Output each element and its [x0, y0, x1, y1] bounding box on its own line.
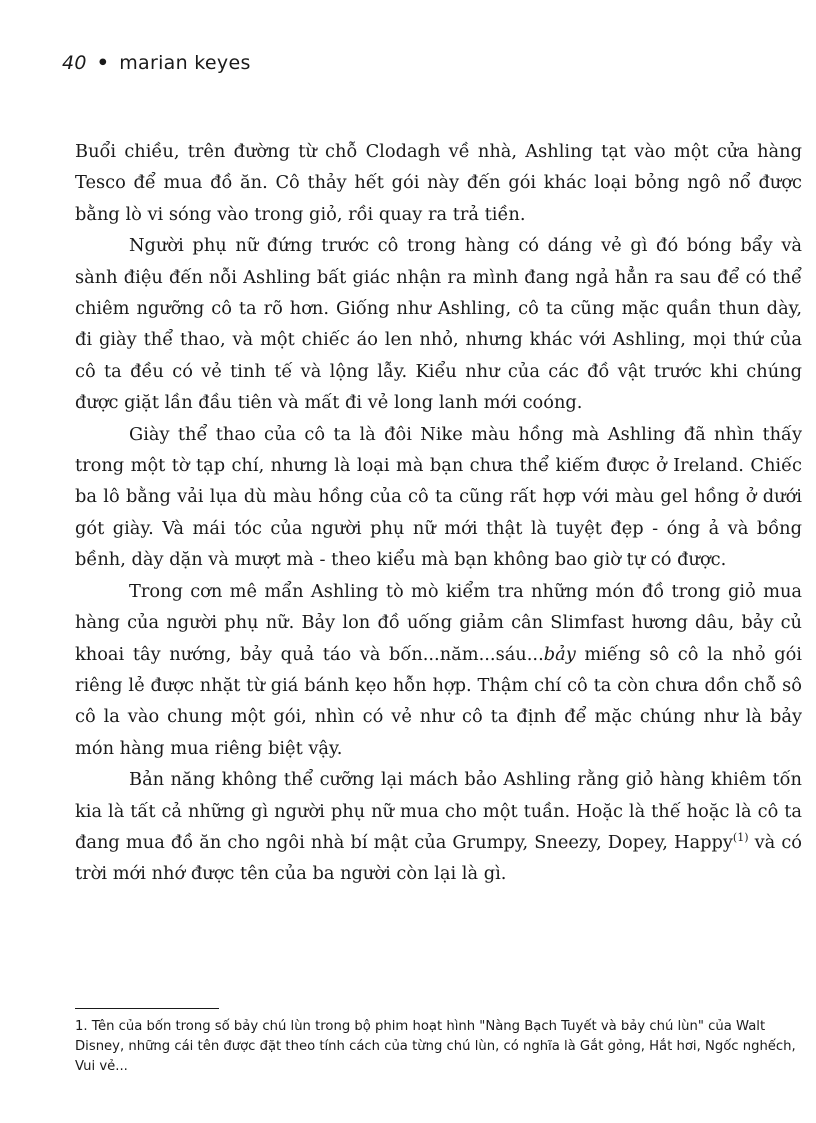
- header-separator: •: [96, 52, 110, 74]
- paragraph-5-part-1: Bản năng không thể cưỡng lại mách bảo Ashling rằng giỏ hàng khiêm tốn kia là tất cả những gì người phụ nữ mua cho một tuần. Hoặc là thế hoặc là cô ta đang mua đồ ăn cho ngôi nhà bí mật của Grumpy, Sneezy, Dopey, Happy: [75, 769, 802, 853]
- footnote: 1. Tên của bốn trong số bảy chú lùn trong bộ phim hoạt hình "Nàng Bạch Tuyết và bảy chú lùn" của Walt Disney, những cái tên được đặt theo tính cách của từng chú lùn, có nghĩa là Gắt gỏng, Hắt hơi, Ngốc nghếch, Vui vẻ...: [75, 1019, 796, 1074]
- paragraph-4-emphasis: bảy: [543, 643, 576, 665]
- paragraph-4: [75, 576, 802, 764]
- running-header: [62, 52, 251, 74]
- paragraph-5-part-2: và có trời mới nhớ được tên của ba người còn lại là gì.: [75, 831, 802, 885]
- footnote-reference[interactable]: (1): [732, 831, 749, 845]
- paragraph-1: Buổi chiều, trên đường từ chỗ Clodagh về nhà, Ashling tạt vào một cửa hàng Tesco để mua đồ ăn. Cô thảy hết gói này đến gói khác loại bỏng ngô nổ được bằng lò vi sóng vào trong giỏ, rồi quay ra trả tiền.: [75, 141, 802, 225]
- footnote-divider: [75, 1008, 219, 1009]
- page-number: 40: [62, 52, 87, 74]
- body-text: [75, 136, 802, 890]
- paragraph-4-part-2: miếng sô cô la nhỏ gói riêng lẻ được nhặt từ giá bánh kẹo hỗn hợp. Thậm chí cô ta còn chưa dồn chỗ sô cô la vào chung một gói, nhìn có vẻ như cô ta định để mặc chúng như là bảy món hàng mua riêng biệt vậy.: [75, 643, 802, 759]
- paragraph-3: Giày thể thao của cô ta là đôi Nike màu hồng mà Ashling đã nhìn thấy trong một tờ tạp chí, nhưng là loại mà bạn chưa thể kiếm được ở Ireland. Chiếc ba lô bằng vải lụa dù màu hồng của cô ta cũng rất hợp với màu gel hồng ở dưới gót giày. Và mái tóc của người phụ nữ mới thật là tuyệt đẹp - óng ả và bồng bềnh, dày dặn và mượt mà - theo kiểu mà bạn không bao giờ tự có được.: [75, 423, 802, 571]
- paragraph-2: Người phụ nữ đứng trước cô trong hàng có dáng vẻ gì đó bóng bẩy và sành điệu đến nỗi Ashling bất giác nhận ra mình đang ngả hẳn ra sau để có thể chiêm ngưỡng cô ta rõ hơn. Giống như Ashling, cô ta cũng mặc quần thun dày, đi giày thể thao, và một chiếc áo len nhỏ, nhưng khác với Ashling, mọi thứ của cô ta đều có vẻ tinh tế và lộng lẫy. Kiểu như của các đồ vật trước khi chúng được giặt lần đầu tiên và mất đi vẻ long lanh mới coóng.: [75, 235, 802, 414]
- author-name: marian keyes: [119, 52, 251, 74]
- paragraph-5: [75, 764, 802, 890]
- paragraph-4-part-1: Trong cơn mê mẩn Ashling tò mò kiểm tra những món đồ trong giỏ mua hàng của người phụ nữ. Bảy lon đồ uống giảm cân Slimfast hương dâu, bảy củ khoai tây nướng, bảy quả táo và bốn...năm...sáu...: [75, 580, 802, 665]
